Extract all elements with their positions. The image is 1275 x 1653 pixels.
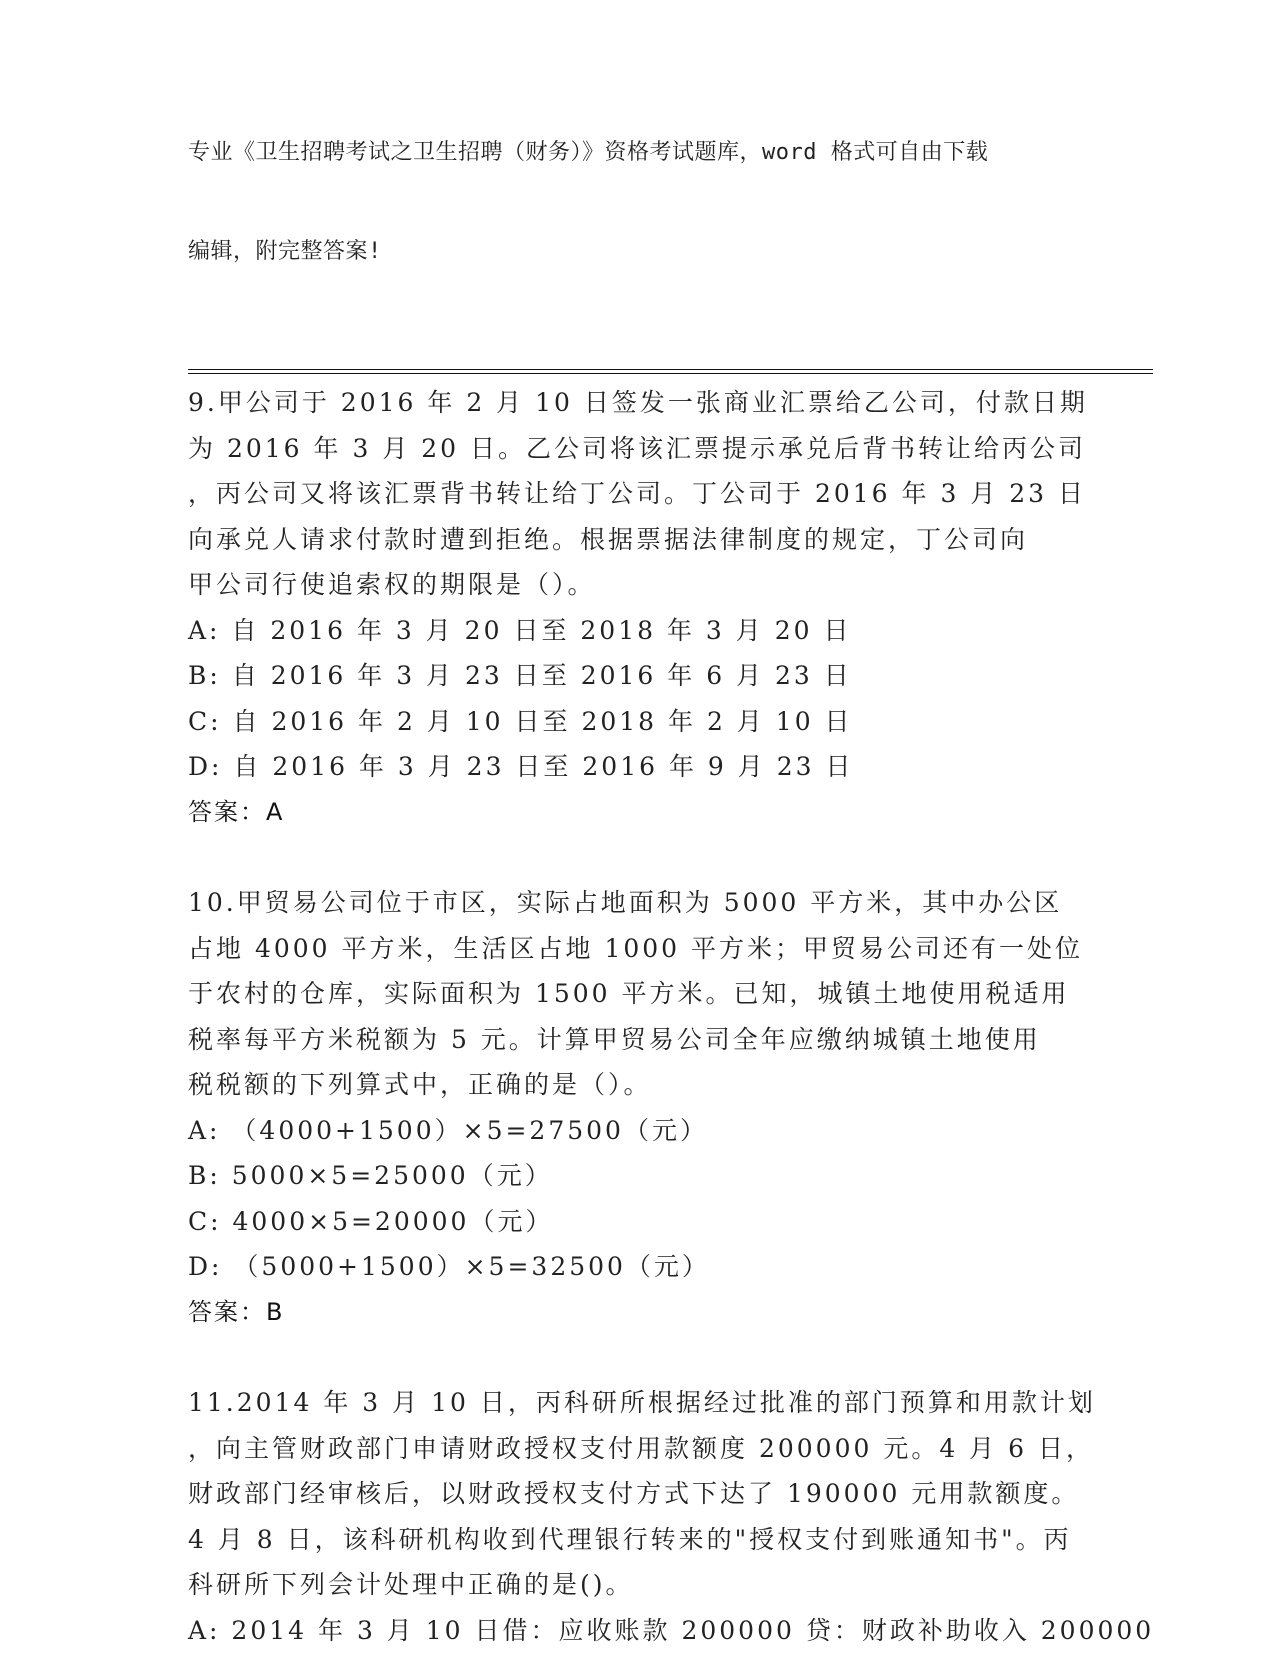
- question-line: 甲公司行使追索权的期限是（）。: [188, 562, 1068, 608]
- question-line: ，向主管财政部门申请财政授权支付用款额度 200000 元。4 月 6 日，: [188, 1426, 1068, 1472]
- option-a: A: （4000+1500）×5=27500（元）: [188, 1108, 1153, 1154]
- option-c: C: 自 2016 年 2 月 10 日至 2018 年 2 月 10 日: [188, 699, 1153, 745]
- spacer: [188, 1335, 1153, 1380]
- option-d: D: 自 2016 年 3 月 23 日至 2016 年 9 月 23 日: [188, 744, 1153, 790]
- question-text: [188, 380, 1068, 608]
- question-line: 为 2016 年 3 月 20 日。乙公司将该汇票提示承兑后背书转让给丙公司: [188, 426, 1068, 472]
- question-text: [188, 1380, 1068, 1608]
- question-11: [188, 1380, 1153, 1653]
- question-line: ，丙公司又将该汇票背书转让给丁公司。丁公司于 2016 年 3 月 23 日: [188, 471, 1068, 517]
- document-header: [188, 70, 1153, 334]
- option-a: A: 2014 年 3 月 10 日借：应收账款 200000 贷：财政补助收入 200000: [188, 1608, 1153, 1653]
- question-line: 财政部门经审核后，以财政授权支付方式下达了 190000 元用款额度。: [188, 1471, 1068, 1517]
- question-line: 于农村的仓库，实际面积为 1500 平方米。已知，城镇土地使用税适用: [188, 971, 1068, 1017]
- question-line: 向承兑人请求付款时遭到拒绝。根据票据法律制度的规定，丁公司向: [188, 517, 1068, 563]
- option-b: B: 自 2016 年 3 月 23 日至 2016 年 6 月 23 日: [188, 653, 1153, 699]
- question-text: [188, 880, 1068, 1108]
- question-line: 9.甲公司于 2016 年 2 月 10 日签发一张商业汇票给乙公司，付款日期: [188, 380, 1068, 426]
- question-line: 占地 4000 平方米，生活区占地 1000 平方米；甲贸易公司还有一处位: [188, 926, 1068, 972]
- option-d: D: （5000+1500）×5=32500（元）: [188, 1244, 1153, 1290]
- document-page: [188, 70, 1153, 1653]
- question-line: 10.甲贸易公司位于市区，实际占地面积为 5000 平方米，其中办公区: [188, 880, 1068, 926]
- option-a: A: 自 2016 年 3 月 20 日至 2018 年 3 月 20 日: [188, 608, 1153, 654]
- question-line: 税税额的下列算式中，正确的是（）。: [188, 1062, 1068, 1108]
- question-line: 11.2014 年 3 月 10 日，丙科研所根据经过批准的部门预算和用款计划: [188, 1380, 1068, 1426]
- option-c: C: 4000×5=20000（元）: [188, 1199, 1153, 1245]
- question-line: 4 月 8 日，该科研机构收到代理银行转来的"授权支付到账通知书"。丙: [188, 1517, 1068, 1563]
- header-line-1: 专业《卫生招聘考试之卫生招聘（财务）》资格考试题库，word 格式可自由下载: [188, 136, 1153, 169]
- answer: 答案：B: [188, 1290, 1153, 1336]
- option-b: B: 5000×5=25000（元）: [188, 1153, 1153, 1199]
- spacer: [188, 835, 1153, 880]
- question-line: 科研所下列会计处理中正确的是()。: [188, 1562, 1068, 1608]
- header-line-2: 编辑，附完整答案!: [188, 235, 1153, 268]
- question-10: [188, 880, 1153, 1335]
- answer: 答案：A: [188, 790, 1153, 836]
- question-line: 税率每平方米税额为 5 元。计算甲贸易公司全年应缴纳城镇土地使用: [188, 1017, 1068, 1063]
- question-9: [188, 380, 1153, 835]
